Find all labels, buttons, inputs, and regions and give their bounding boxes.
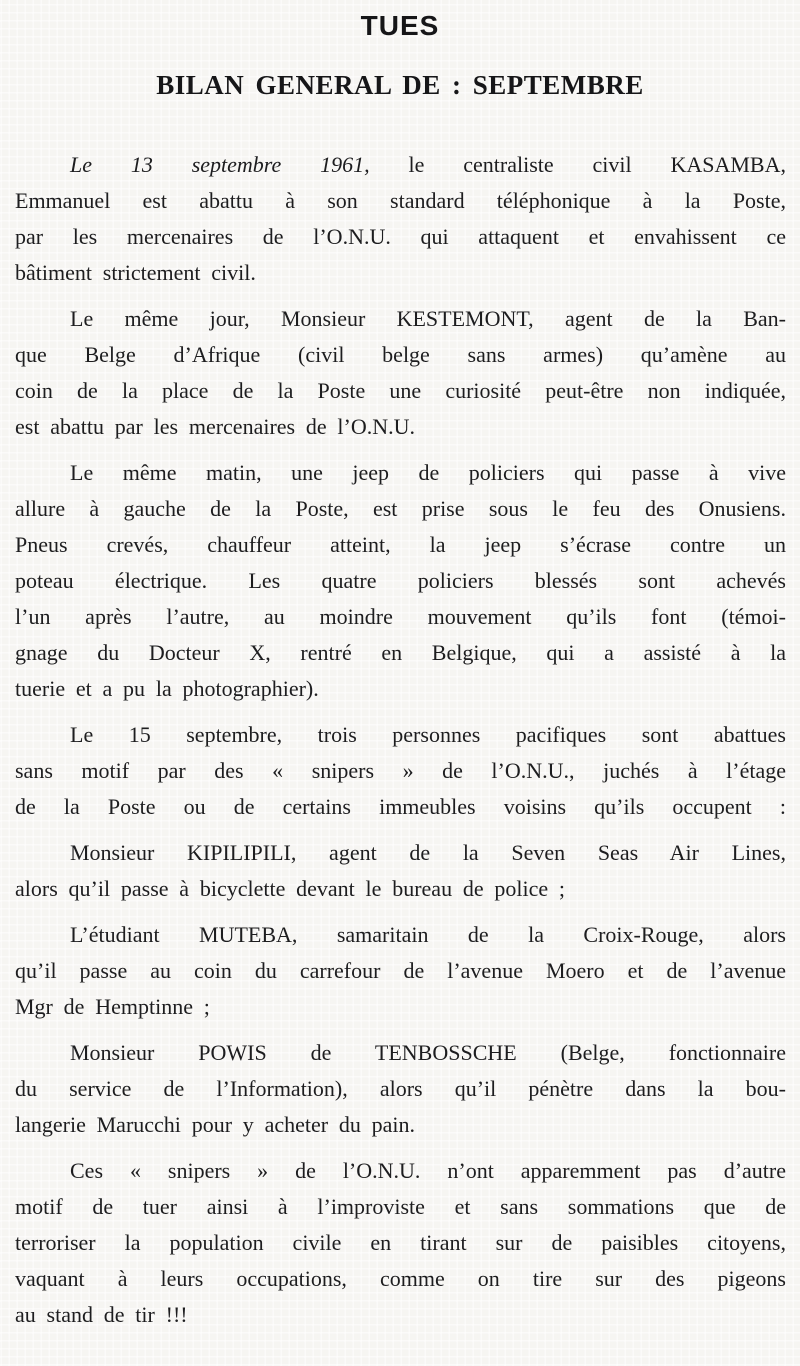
text-line: vaquant à leurs occupations, comme on tire sur des pigeons: [15, 1266, 786, 1291]
text-line: sans motif par des « snipers » de l’O.N.U., juchés à l’étage: [15, 758, 786, 783]
text-line: Ces « snipers » de l’O.N.U. n’ont apparemment pas d’autre: [70, 1158, 786, 1183]
text-line: Le 15 septembre, trois personnes pacifiques sont abattues: [70, 722, 786, 747]
paragraph: [15, 717, 786, 825]
text-line: Mgr de Hemptinne ;: [15, 994, 210, 1019]
text-line: Pneus crevés, chauffeur atteint, la jeep s’écrase contre un: [15, 532, 786, 557]
text-line: L’étudiant MUTEBA, samaritain de la Croix-Rouge, alors: [70, 922, 786, 947]
text-line: du service de l’Information), alors qu’il pénètre dans la bou-: [15, 1076, 786, 1101]
text-line: bâtiment strictement civil.: [15, 260, 256, 285]
text-line: est abattu par les mercenaires de l’O.N.U.: [15, 414, 416, 439]
paragraph: [15, 455, 786, 707]
text-line: Le même matin, une jeep de policiers qui passe à vive: [70, 460, 786, 485]
text-line: gnage du Docteur X, rentré en Belgique, qui a assisté à la: [15, 640, 786, 665]
text-line: tuerie et a pu la photographier).: [15, 676, 319, 701]
text-line: coin de la place de la Poste une curiosité peut-être non indiquée,: [15, 378, 786, 403]
text-line: au stand de tir !!!: [15, 1302, 188, 1327]
paragraph: [15, 1153, 786, 1333]
section-heading: BILAN GENERAL DE : SEPTEMBRE: [156, 70, 644, 100]
text-line: motif de tuer ainsi à l’improviste et sans sommations que de: [15, 1194, 786, 1219]
paragraph: [15, 917, 786, 1025]
text-line: allure à gauche de la Poste, est prise sous le feu des Onusiens.: [15, 496, 786, 521]
text-line: Le même jour, Monsieur KESTEMONT, agent de la Ban-: [70, 306, 786, 331]
text-line: l’un après l’autre, au moindre mouvement qu’ils font (témoi-: [15, 604, 786, 629]
text-line: alors qu’il passe à bicyclette devant le bureau de police ;: [15, 876, 566, 901]
text-line: Le 13 septembre 1961, le centraliste civil KASAMBA,: [70, 152, 786, 177]
text-line: poteau électrique. Les quatre policiers blessés sont achevés: [15, 568, 786, 593]
paragraph: [15, 835, 786, 907]
paragraph-list: [0, 147, 800, 1333]
text-line: de la Poste ou de certains immeubles voisins qu’ils occupent :: [15, 794, 786, 819]
text-line: que Belge d’Afrique (civil belge sans armes) qu’amène au: [15, 342, 786, 367]
text-line: Monsieur KIPILIPILI, agent de la Seven Seas Air Lines,: [70, 840, 786, 865]
text-line: qu’il passe au coin du carrefour de l’avenue Moero et de l’avenue: [15, 958, 786, 983]
paragraph: [15, 1035, 786, 1143]
text-line: Monsieur POWIS de TENBOSSCHE (Belge, fonctionnaire: [70, 1040, 786, 1065]
text-line: terroriser la population civile en tirant sur de paisibles citoyens,: [15, 1230, 786, 1255]
italic-date-lead: Le 13 septembre 1961,: [70, 152, 370, 177]
text-line: par les mercenaires de l’O.N.U. qui attaquent et envahissent ce: [15, 224, 786, 249]
paragraph: [15, 301, 786, 445]
paragraph: [15, 147, 786, 291]
text-line: Emmanuel est abattu à son standard téléphonique à la Poste,: [15, 188, 786, 213]
document-title: TUES: [360, 10, 440, 41]
text-line: langerie Marucchi pour y acheter du pain.: [15, 1112, 416, 1137]
